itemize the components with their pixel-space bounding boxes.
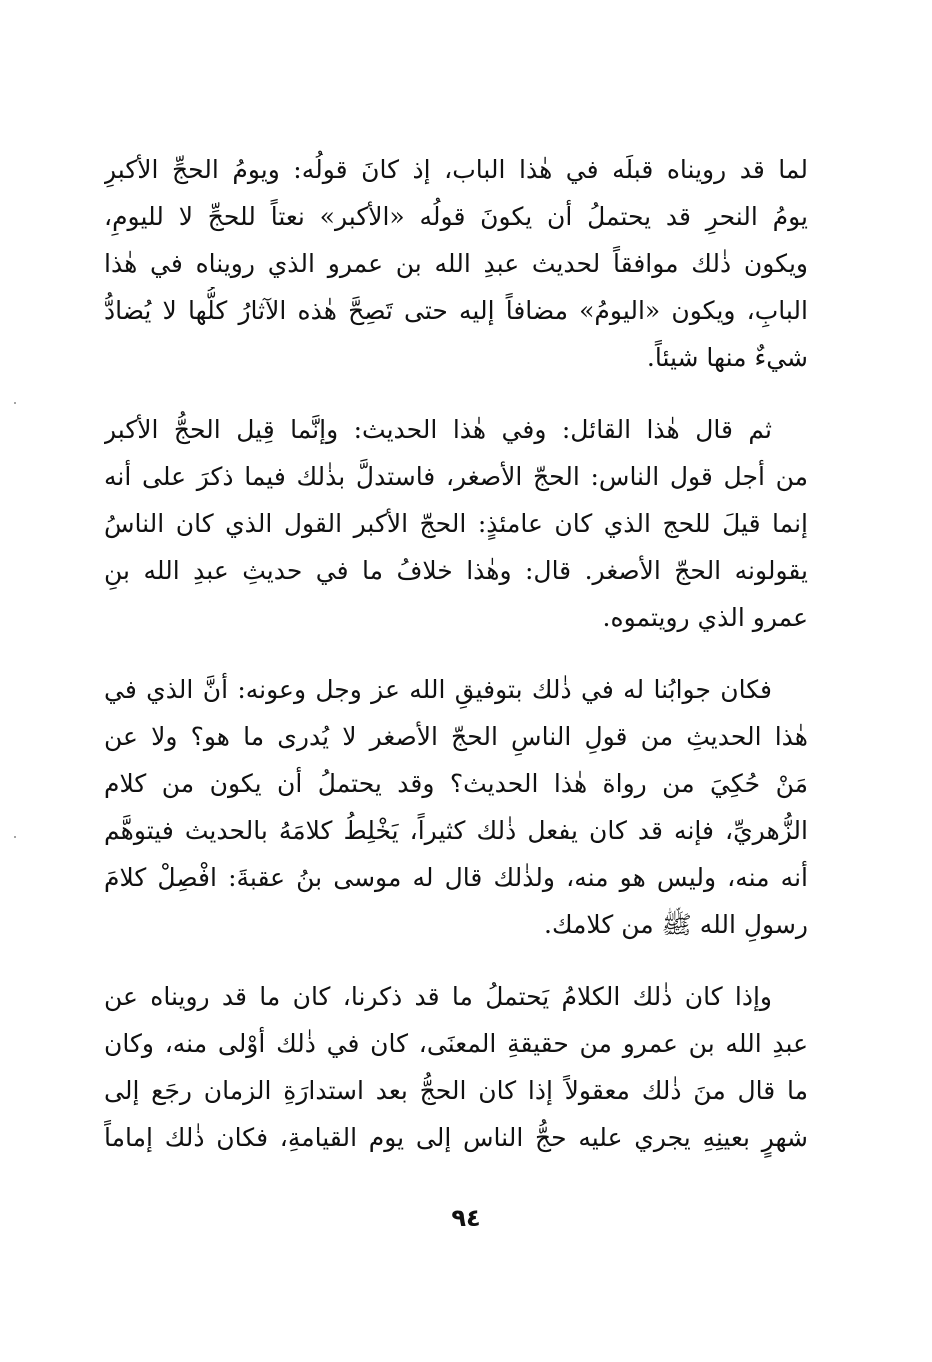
text-line: مَنْ حُكِيَ من رواة هٰذا الحديث؟ وقد يحتملُ أن يكون من كلام [104,769,808,798]
paragraph-spacer [104,948,808,973]
scan-speck [14,836,16,838]
text-line: الزُّهريِّ، فإنه قد كان يفعل ذٰلك كثيراً، يَخْلِطُ كلامَهُ بالحديث فيتوهَّم [104,816,808,845]
text-line: عبدِ الله بن عمرو من حقيقةِ المعنَى، كان في ذٰلك أوْلى منه، وكان [104,1029,808,1058]
body-text [104,146,808,1161]
paragraph-1 [104,146,808,381]
text-line: ثم قال هٰذا القائل: وفي هٰذا الحديث: وإنَّما قِيل الحجُّ الأكبر [104,415,772,444]
text-line: عمرو الذي رويتموه. [602,603,808,632]
paragraph-spacer [104,381,808,406]
scan-speck [14,402,16,404]
paragraph-2 [104,406,808,641]
page-number: ٩٤ [451,1204,481,1232]
text-line: ما قال منَ ذٰلك معقولاً إذا كان الحجُّ بعد استدارَةِ الزمان رجَع إلى [104,1076,808,1105]
text-line: يومُ النحرِ قد يحتملُ أن يكونَ قولُه «الأكبر» نعتاً للحجِّ لا لليومِ، [104,202,808,231]
text-line: إنما قيلَ للحج الذي كان عامئذٍ: الحجّ الأكبر القول الذي كان الناسُ [104,509,808,538]
text-line: ويكون ذٰلك موافقاً لحديث عبدِ الله بن عمرو الذي رويناه في هٰذا [104,249,808,278]
text-line: شهرٍ بعينِهِ يجري عليه حجُّ الناس إلى يوم القيامةِ، فكان ذٰلك إماماً [104,1123,808,1152]
text-line: من أجل قول الناس: الحجّ الأصغر، فاستدلَّ بذٰلك فيما ذكرَ على أنه [104,462,808,491]
paragraph-4 [104,973,808,1161]
text-line: شيءٌ منها شيئاً. [646,343,808,372]
text-line: فكان جوابُنا له في ذٰلك بتوفيقِ الله عز وجل وعونه: أنَّ الذي في [104,675,772,704]
text-line: البابِ، ويكون «اليومُ» مضافاً إليه حتى تَصِحَّ هٰذه الآثارُ كلُّها لا يُضادُّ [104,296,808,325]
paragraph-spacer [104,641,808,666]
text-line: أنه منه، وليس هو منه، ولذٰلك قال له موسى بنُ عقبةَ: افْصِلْ كلامَ [104,863,808,892]
text-line: لما قد رويناه قبلَه في هٰذا الباب، إذ كانَ قولُه: ويومُ الحجِّ الأكبرِ [104,155,808,184]
text-line: رسولِ الله ﷺ من كلامك. [544,910,808,939]
text-line: وإذا كان ذٰلك الكلامُ يَحتملُ ما قد ذكرنا، كان ما قد رويناه عن [104,982,772,1011]
paragraph-3 [104,666,808,948]
text-line: يقولونه الحجّ الأصغر. قال: وهٰذا خلافُ ما في حديثِ عبدِ الله بنِ [104,556,808,585]
text-line: هٰذا الحديثِ من قولِ الناسِ الحجّ الأصغر لا يُدرى ما هو؟ ولا عن [104,722,808,751]
